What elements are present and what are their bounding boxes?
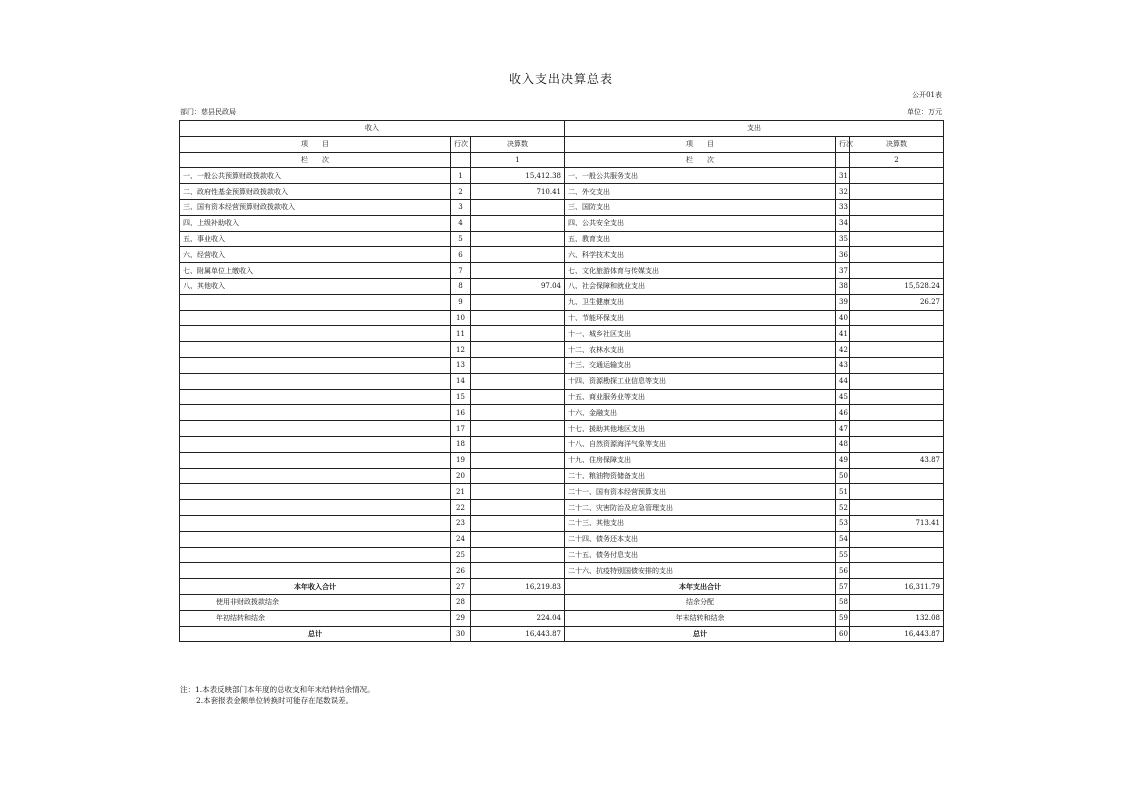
table-row	[180, 215, 944, 231]
department-label: 部门：慈县民政局	[180, 108, 236, 116]
expense-amount	[850, 436, 944, 452]
grand-total-row	[180, 626, 944, 642]
income-total-label: 本年收入合计	[180, 579, 451, 595]
income-item-name	[180, 563, 451, 579]
expense-line-number: 33	[836, 199, 850, 215]
income-amount	[471, 199, 565, 215]
expense-line-number: 34	[836, 215, 850, 231]
income-item-name: 五、事业收入	[180, 231, 451, 247]
expense-line-number: 49	[836, 452, 850, 468]
income-amount	[471, 215, 565, 231]
expense-item-name: 二十二、灾害防治及应急管理支出	[565, 500, 836, 516]
income-amount: 15,412.38	[471, 168, 565, 184]
income-amount	[471, 247, 565, 263]
income-line-number: 4	[451, 215, 471, 231]
expense-line-number: 35	[836, 231, 850, 247]
expense-amount: 43.87	[850, 452, 944, 468]
expense-item-name: 二十五、债务付息支出	[565, 547, 836, 563]
expense-amount: 26.27	[850, 294, 944, 310]
expense-item-name: 二、外交支出	[565, 184, 836, 200]
expense-item-name: 九、卫生健康支出	[565, 294, 836, 310]
expense-amount	[850, 215, 944, 231]
table-row	[180, 436, 944, 452]
income-item-name	[180, 294, 451, 310]
income-item-name: 二、政府性基金预算财政拨款收入	[180, 184, 451, 200]
expense-grand-amount: 16,443.87	[850, 626, 944, 642]
income-amount	[471, 263, 565, 279]
income-item-name	[180, 484, 451, 500]
expense-amount	[850, 373, 944, 389]
expense-amount	[850, 168, 944, 184]
income-item-name	[180, 515, 451, 531]
expense-amount	[850, 405, 944, 421]
income-item-name	[180, 326, 451, 342]
expense-grand-label: 总计	[565, 626, 836, 642]
table-row	[180, 326, 944, 342]
income-amount	[471, 405, 565, 421]
expense-amount: 15,528.24	[850, 278, 944, 294]
table-row	[180, 231, 944, 247]
table-row	[180, 278, 944, 294]
income-nonfiscal-amount	[471, 594, 565, 610]
note-1: 注：1.本表反映部门本年度的总收支和年末结转结余情况。	[180, 685, 375, 694]
income-line-number: 19	[451, 452, 471, 468]
income-line-number: 3	[451, 199, 471, 215]
expense-line-number: 47	[836, 421, 850, 437]
expense-item-name: 十六、金融支出	[565, 405, 836, 421]
expense-line-number: 44	[836, 373, 850, 389]
expense-item-name: 二十三、其他支出	[565, 515, 836, 531]
income-item-name	[180, 452, 451, 468]
expense-header: 支出	[565, 121, 944, 137]
expense-amount	[850, 421, 944, 437]
expense-amount	[850, 484, 944, 500]
income-expense-table	[179, 120, 944, 642]
income-line-number: 8	[451, 278, 471, 294]
expense-amount	[850, 247, 944, 263]
expense-total-line: 57	[836, 579, 850, 595]
expense-line-number: 41	[836, 326, 850, 342]
expense-line-number: 39	[836, 294, 850, 310]
expense-amount: 713.41	[850, 515, 944, 531]
table-row	[180, 405, 944, 421]
footnotes	[180, 684, 375, 706]
table-row	[180, 500, 944, 516]
expense-amount	[850, 357, 944, 373]
expense-item-name: 十七、援助其他地区支出	[565, 421, 836, 437]
expense-item-name: 十三、交通运输支出	[565, 357, 836, 373]
income-amount	[471, 342, 565, 358]
income-line-number: 11	[451, 326, 471, 342]
income-amount	[471, 547, 565, 563]
expense-amount	[850, 563, 944, 579]
income-line-number: 21	[451, 484, 471, 500]
income-line-header: 行次	[451, 136, 471, 152]
income-amount: 710.41	[471, 184, 565, 200]
column-index-row	[180, 152, 944, 168]
income-item-name	[180, 389, 451, 405]
table-row	[180, 515, 944, 531]
unit-label: 单位：万元	[907, 108, 942, 116]
page-title: 收入支出决算总表	[508, 72, 613, 86]
income-item-name	[180, 405, 451, 421]
expense-line-number: 40	[836, 310, 850, 326]
income-line-number: 6	[451, 247, 471, 263]
expense-distribution-line: 58	[836, 594, 850, 610]
income-line-number: 12	[451, 342, 471, 358]
income-amount-header: 决算数	[471, 136, 565, 152]
expense-total-amount: 16,311.79	[850, 579, 944, 595]
expense-item-name: 二十六、抗疫特别国债安排的支出	[565, 563, 836, 579]
expense-total-label: 本年支出合计	[565, 579, 836, 595]
income-column-line	[451, 152, 471, 168]
expense-item-name: 十九、住房保障支出	[565, 452, 836, 468]
expense-line-number: 48	[836, 436, 850, 452]
expense-item-name: 一、一般公共服务支出	[565, 168, 836, 184]
expense-amount	[850, 326, 944, 342]
expense-item-name: 十、节能环保支出	[565, 310, 836, 326]
table-row	[180, 168, 944, 184]
table-row	[180, 342, 944, 358]
expense-column-line	[836, 152, 850, 168]
income-line-number: 20	[451, 468, 471, 484]
income-line-number: 1	[451, 168, 471, 184]
income-amount	[471, 500, 565, 516]
expense-distribution-label: 结余分配	[565, 594, 836, 610]
income-header: 收入	[180, 121, 565, 137]
expense-amount	[850, 547, 944, 563]
table-row	[180, 310, 944, 326]
income-item-name	[180, 310, 451, 326]
income-item-name: 四、上级补助收入	[180, 215, 451, 231]
expense-line-number: 51	[836, 484, 850, 500]
expense-amount	[850, 389, 944, 405]
expense-line-number: 31	[836, 168, 850, 184]
income-amount	[471, 373, 565, 389]
income-amount	[471, 484, 565, 500]
expense-item-name: 四、公共安全支出	[565, 215, 836, 231]
income-amount	[471, 389, 565, 405]
expense-line-number: 43	[836, 357, 850, 373]
header-section-row	[180, 121, 944, 137]
expense-amount	[850, 531, 944, 547]
nonfiscal-row	[180, 594, 944, 610]
income-line-number: 26	[451, 563, 471, 579]
income-item-name	[180, 357, 451, 373]
expense-column-label: 栏 次	[565, 152, 836, 168]
income-nonfiscal-line: 28	[451, 594, 471, 610]
income-line-number: 16	[451, 405, 471, 421]
expense-amount-header: 决算数	[850, 136, 944, 152]
income-item-name	[180, 500, 451, 516]
income-grand-amount: 16,443.87	[471, 626, 565, 642]
income-amount	[471, 421, 565, 437]
table-row	[180, 184, 944, 200]
expense-line-number: 50	[836, 468, 850, 484]
expense-amount	[850, 342, 944, 358]
expense-item-name: 十五、商业服务业等支出	[565, 389, 836, 405]
expense-amount	[850, 310, 944, 326]
expense-item-name: 十二、农林水支出	[565, 342, 836, 358]
expense-carry-amount: 132.08	[850, 610, 944, 626]
expense-amount	[850, 468, 944, 484]
income-total-line: 27	[451, 579, 471, 595]
income-amount	[471, 468, 565, 484]
table-row	[180, 421, 944, 437]
income-item-name: 八、其他收入	[180, 278, 451, 294]
table-row	[180, 247, 944, 263]
income-item-name	[180, 373, 451, 389]
expense-item-header: 项 目	[565, 136, 836, 152]
income-item-name	[180, 421, 451, 437]
income-amount	[471, 231, 565, 247]
expense-distribution-amount	[850, 594, 944, 610]
note-2: 2.本套报表金额单位转换时可能存在尾数误差。	[196, 696, 354, 705]
income-line-number: 7	[451, 263, 471, 279]
income-item-name	[180, 547, 451, 563]
income-line-number: 24	[451, 531, 471, 547]
expense-line-number: 55	[836, 547, 850, 563]
income-line-number: 18	[451, 436, 471, 452]
expense-carry-label: 年末结转和结余	[565, 610, 836, 626]
income-item-name: 七、附属单位上缴收入	[180, 263, 451, 279]
table-row	[180, 547, 944, 563]
income-amount	[471, 294, 565, 310]
carryover-row	[180, 610, 944, 626]
expense-item-name: 五、教育支出	[565, 231, 836, 247]
table-row	[180, 389, 944, 405]
income-line-number: 10	[451, 310, 471, 326]
income-carry-line: 29	[451, 610, 471, 626]
expense-item-name: 十八、自然资源海洋气象等支出	[565, 436, 836, 452]
income-amount	[471, 452, 565, 468]
income-line-number: 22	[451, 500, 471, 516]
expense-amount	[850, 500, 944, 516]
table-row	[180, 484, 944, 500]
expense-line-number: 37	[836, 263, 850, 279]
expense-item-name: 二十、粮油物资储备支出	[565, 468, 836, 484]
expense-item-name: 六、科学技术支出	[565, 247, 836, 263]
table-row	[180, 452, 944, 468]
table-row	[180, 263, 944, 279]
expense-line-header: 行次	[836, 136, 850, 152]
income-item-name: 三、国有资本经营预算财政拨款收入	[180, 199, 451, 215]
income-line-number: 15	[451, 389, 471, 405]
table-row	[180, 373, 944, 389]
income-nonfiscal-label: 使用非财政拨款结余	[180, 594, 451, 610]
income-line-number: 17	[451, 421, 471, 437]
expense-line-number: 45	[836, 389, 850, 405]
expense-line-number: 53	[836, 515, 850, 531]
table-row	[180, 563, 944, 579]
income-line-number: 14	[451, 373, 471, 389]
income-grand-label: 总计	[180, 626, 451, 642]
income-line-number: 2	[451, 184, 471, 200]
income-column-number: 1	[471, 152, 565, 168]
expense-line-number: 38	[836, 278, 850, 294]
expense-item-name: 三、国防支出	[565, 199, 836, 215]
income-carry-label: 年初结转和结余	[180, 610, 451, 626]
income-amount	[471, 436, 565, 452]
income-item-name	[180, 342, 451, 358]
income-item-header: 项 目	[180, 136, 451, 152]
expense-carry-line: 59	[836, 610, 850, 626]
total-row	[180, 579, 944, 595]
income-line-number: 23	[451, 515, 471, 531]
table-row	[180, 531, 944, 547]
income-amount	[471, 326, 565, 342]
expense-item-name: 十四、资源勘探工业信息等支出	[565, 373, 836, 389]
expense-amount	[850, 231, 944, 247]
form-code: 公开01表	[912, 91, 942, 99]
expense-grand-line: 60	[836, 626, 850, 642]
income-amount	[471, 357, 565, 373]
table-row	[180, 294, 944, 310]
income-grand-line: 30	[451, 626, 471, 642]
expense-amount	[850, 263, 944, 279]
expense-item-name: 二十一、国有资本经营预算支出	[565, 484, 836, 500]
income-line-number: 25	[451, 547, 471, 563]
income-amount: 97.04	[471, 278, 565, 294]
income-amount	[471, 531, 565, 547]
income-line-number: 13	[451, 357, 471, 373]
expense-item-name: 二十四、债务还本支出	[565, 531, 836, 547]
expense-item-name: 八、社会保障和就业支出	[565, 278, 836, 294]
expense-amount	[850, 184, 944, 200]
expense-column-number: 2	[850, 152, 944, 168]
expense-line-number: 54	[836, 531, 850, 547]
income-item-name: 六、经营收入	[180, 247, 451, 263]
table-row	[180, 357, 944, 373]
income-amount	[471, 310, 565, 326]
income-item-name	[180, 531, 451, 547]
table-row	[180, 199, 944, 215]
expense-line-number: 42	[836, 342, 850, 358]
expense-line-number: 46	[836, 405, 850, 421]
expense-line-number: 32	[836, 184, 850, 200]
expense-amount	[850, 199, 944, 215]
header-columns-row	[180, 136, 944, 152]
expense-line-number: 52	[836, 500, 850, 516]
expense-line-number: 36	[836, 247, 850, 263]
income-amount	[471, 563, 565, 579]
income-total-amount: 16,219.83	[471, 579, 565, 595]
income-item-name	[180, 436, 451, 452]
income-item-name	[180, 468, 451, 484]
income-item-name: 一、一般公共预算财政拨款收入	[180, 168, 451, 184]
income-line-number: 5	[451, 231, 471, 247]
expense-item-name: 七、文化旅游体育与传媒支出	[565, 263, 836, 279]
income-amount	[471, 515, 565, 531]
expense-line-number: 56	[836, 563, 850, 579]
income-line-number: 9	[451, 294, 471, 310]
income-carry-amount: 224.04	[471, 610, 565, 626]
expense-item-name: 十一、城乡社区支出	[565, 326, 836, 342]
table-row	[180, 468, 944, 484]
income-column-label: 栏 次	[180, 152, 451, 168]
